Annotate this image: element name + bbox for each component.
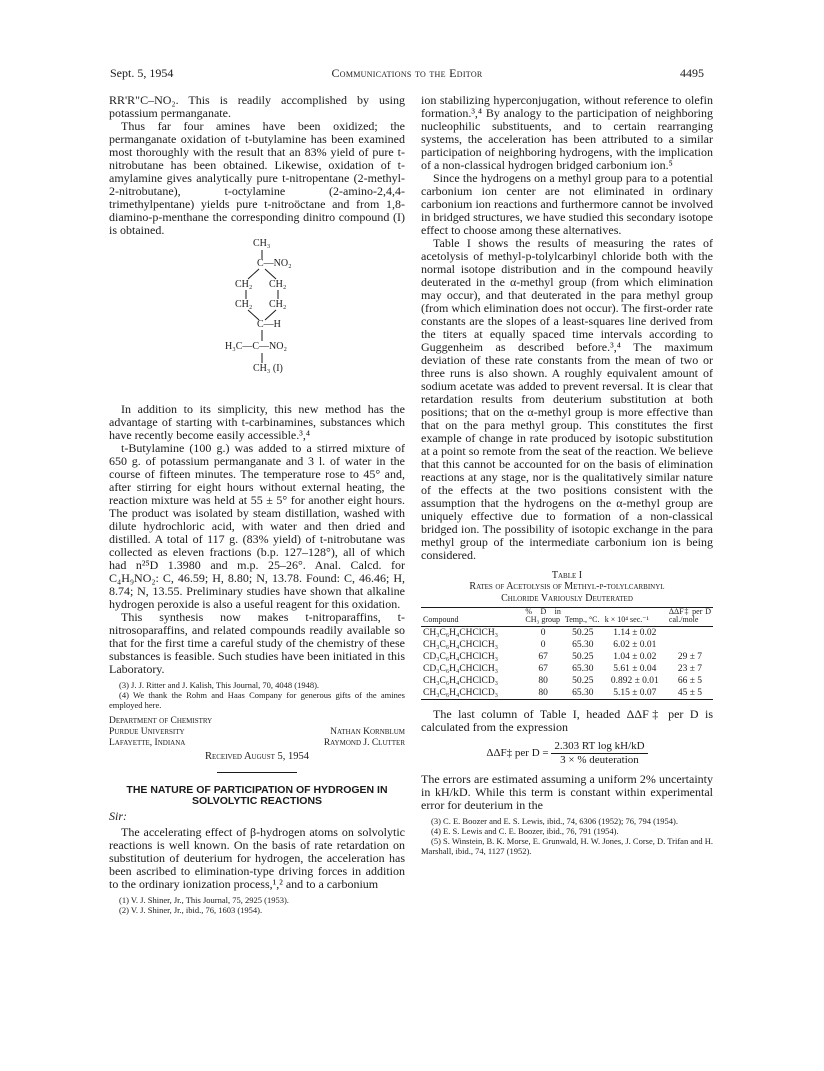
table-cell: 0 [540,628,546,638]
equation-lhs: ΔΔF‡ per D = [486,747,549,760]
divider [217,772,297,773]
structure-line: CH₃ [253,238,271,249]
table-cell: 50.25 [572,652,594,662]
table-cell: 50.25 [572,676,594,686]
table-cell: CD₃C₆H₄CHClCH₃ [423,664,499,674]
received-date: Received August 5, 1954 [204,751,310,762]
author: Raymond J. Clutter [323,738,405,748]
paragraph: Thus far four amines have been oxidized; the permanganate oxidation of t-butylamine has been examined most thoroughly with the result that an 83% yield of pure t-nitrobutane has been obtained. Likewise, oxidation of t-amylamine gives analytically pure t-nitropentane (2-methyl-2-nitrobutane), t-octylamine (2-amino-2,4,4-trimethylpentane) yields pure t-nitroöctane and from 1,8-diamino-p-menthane the corresponding dinitro compound (I) is obtained. [109,119,405,237]
paragraph: RR'R"C–NO₂. This is readily accomplished by using potassium permanganate. [109,93,405,120]
table-caption-line: Rates of Acetolysis of Methyl-p-tolylcarbinyl [469,581,665,592]
table-cell: 6.02 ± 0.01 [613,640,657,650]
city: Lafayette, Indiana [109,738,186,748]
table-cell: 5.61 ± 0.04 [613,664,657,674]
paragraph: The errors are estimated assuming a uniform 2% uncertainty in kH/kD. While this term is constant within experimental error for deuterium in the [421,772,713,812]
footnote: (4) We thank the Rohm and Haas Company for generous gifts of the amines employed here. [109,690,405,710]
data-table [421,607,713,700]
table-row [421,675,713,687]
footnote: (5) S. Winstein, B. K. Morse, E. Grunwald, H. W. Jones, J. Corse, D. Trifan and H. Marshall, ibid., 74, 1127 (1952). [421,836,713,856]
column-header: ΔΔF‡ per D cal./mole [667,608,713,627]
table-cell: CD₃C₆H₄CHClCH₃ [423,652,499,662]
structure-line: CH₂ [269,279,287,290]
structure-line: CH₂ [235,299,253,310]
footnote: (2) V. J. Shiner, Jr., ibid., 76, 1603 (1954). [119,905,263,915]
equation-fraction [551,740,647,767]
structure-line: CH₂ [235,279,253,290]
department: Department of Chemistry [109,716,213,726]
table-cell: CH₃C₆H₄CHClCD₃ [421,687,523,700]
table-row [421,687,713,700]
right-column [421,94,713,856]
table-cell: 45 ± 5 [667,687,713,700]
footnotes [109,680,405,710]
table-cell: 65.30 [572,640,594,650]
column-header: k × 10⁴ sec.⁻¹ [603,608,667,627]
paragraph: In addition to its simplicity, this new method has the advantage of starting with t-carbinamines, substances which have recently become easily accessible.³,⁴ [109,402,405,442]
structure-line: CH₂ [269,299,287,310]
table-cell: 0 [540,640,546,650]
footnote: (1) V. J. Shiner, Jr., This Journal, 75, 2925 (1953). [119,895,289,905]
equation-numerator: 2.303 RT log kH/kD [551,740,647,754]
table-cell: 67 [538,664,548,674]
table-row [421,627,713,640]
table-cell: 80 [538,676,548,686]
table-cell: 67 [538,652,548,662]
paragraph: This synthesis now makes t-nitroparaffins, t-nitrosoparaffins, and related compounds readily available so that for the first time a careful study of the chemistry of these substances is feasible. Such studies have been initiated in this Laboratory. [109,610,405,676]
article-title-line: SOLVOLYTIC REACTIONS [191,795,323,807]
footnote: (4) E. S. Lewis and C. E. Boozer, ibid., 76, 791 (1954). [431,826,619,836]
structure-line: C—H [257,319,281,330]
table-title: Table I [551,570,583,581]
table-row [421,651,713,663]
paragraph: Since the hydrogens on a methyl group para to a potential carbonium ion center are not eliminated in ordinary carbonium ion reactions and furthermore cannot be involved in bridged structures, we have studied this secondary isotope effect to choose among these alternatives. [421,171,713,237]
equation-denominator: 3 × % deuteration [560,754,639,766]
table-cell: 0.892 ± 0.01 [610,676,659,686]
signature-block [109,716,405,762]
table-cell: 29 ± 7 [677,652,703,662]
column-header: % D in CH₃ group [523,608,562,627]
article-title [109,785,405,807]
paragraph: The accelerating effect of β-hydrogen atoms on solvolytic reactions is well known. On the basis of rate retardation on substitution of deuterium for hydrogen, the acceleration has been ascribed to elimination-type driving forces in addition to the ordinary ionization process,¹,² and to a carbonium [109,825,405,891]
footnote: (3) J. J. Ritter and J. Kalish, This Journal, 70, 4048 (1948). [119,680,320,690]
table-caption-line: Chloride Variously Deuterated [501,593,633,604]
table-cell: 66 ± 5 [677,676,703,686]
paragraph: The last column of Table I, headed ΔΔF‡ per D is calculated from the expression [421,707,713,734]
author: Nathan Kornblum [330,727,405,737]
table-cell: CH₃C₆H₄CHClCH₃ [423,628,499,638]
structure-line: H₃C—C—NO₂ [225,341,287,352]
column-header: Compound [421,608,523,627]
left-column [109,94,405,915]
paragraph: Table I shows the results of measuring the rates of acetolysis of methyl-p-tolylcarbinyl chloride both with the normal isotope distribution and in the compound heavily deuterated in the α-methyl group (from which elimination may occur), and that deuterated in the para methyl group (from which elimination does not occur). The first-order rate constants are the slopes of a least-squares line derived from the titers at equally spaced time intervals according to Guggenheim as described before.³,⁴ The maximum deviation of these rate constants from the mean of two or three runs is also shown. A roughly equivalent amount of sodium acetate was added to prevent reversal. It is clear that retardation results from deuterium substitution at both positions; that on the α-methyl group is more effective than that on the para methyl group. This constitutes the first example of change in rate produced by isotopic substitution at a point so remote from the seat of the reaction. We believe that this cannot be accounted for on the basis of elimination reactions at any stage, nor is the qualitatively similar nature of the effects at the two positions consistent with the assumption that the hydrogens on the α-methyl group are uniquely effective due to formation of a non-classical bridged ion. The possibility of isotopic exchange in the para methyl group of the intermediate carbonium ion is being considered. [421,236,713,562]
column-header: Temp., °C. [563,608,603,627]
university: Purdue University [109,727,185,737]
table-caption [421,581,713,605]
table-row [421,639,713,651]
table-cell [667,639,713,651]
table-cell: CH₃C₆H₄CHClCD₃ [423,676,499,686]
table-cell: 65.30 [572,664,594,674]
salutation: Sir: [109,809,127,823]
header-page-number: 4495 [680,66,704,80]
table-cell: 80 [523,687,562,700]
paragraph: ion stabilizing hyperconjugation, without reference to olefin formation.³,⁴ By analogy to the participation of neighboring nucleophilic substituents, and to certain rearranging systems, the acceleration has been attributed to a similar participation of neighboring hydrogens, with the implication of a non-classical hydrogen bridged carbonium ion.⁵ [421,93,713,172]
table-cell: 1.14 ± 0.02 [613,628,657,638]
table-cell: 1.04 ± 0.02 [613,652,657,662]
table-cell: 50.25 [572,628,594,638]
structure-line: CH₃ (I) [253,363,283,374]
table-cell: 65.30 [563,687,603,700]
table-row [421,663,713,675]
paragraph: t-Butylamine (100 g.) was added to a stirred mixture of 650 g. of potassium permanganate and 3 l. of water in the course of fifteen minutes. The temperature rose to 45° and, after stirring for eight hours without external heating, the reaction mixture was held at 55 ± 5° for another eight hours. The product was isolated by steam distillation, washed with dilute hydrochloric acid, with water and then dried and distilled. A total of 117 g. (83% yield) of t-nitrobutane was collected as eleven fractions (b.p. 127–128°), all of which had n²⁵D 1.3980 and m.p. 25–26°. Anal. Calcd. for C₄H₉NO₂: C, 46.59; H, 8.80; N, 13.78. Found: C, 46.46; H, 8.74; N, 13.55. Preliminary studies have shown that alkaline hydrogen peroxide is also a useful reagent for this oxidation. [109,441,405,611]
header-section: Communications to the Editor [331,66,483,80]
footnotes [109,895,405,915]
table-cell: 23 ± 7 [677,664,703,674]
table-cell: 5.15 ± 0.07 [603,687,667,700]
running-header [110,66,704,82]
header-date: Sept. 5, 1954 [110,66,174,80]
footnotes [421,816,713,856]
table-cell: CH₃C₆H₄CHClCH₃ [423,640,499,650]
equation [421,740,713,767]
article-title-line: THE NATURE OF PARTICIPATION OF HYDROGEN IN [126,784,388,796]
structure-line: C—NO₂ [257,258,292,269]
footnote: (3) C. E. Boozer and E. S. Lewis, ibid., 74, 6306 (1952); 76, 794 (1954). [431,816,678,826]
structural-formula-I [109,239,405,399]
table-cell [667,627,713,640]
